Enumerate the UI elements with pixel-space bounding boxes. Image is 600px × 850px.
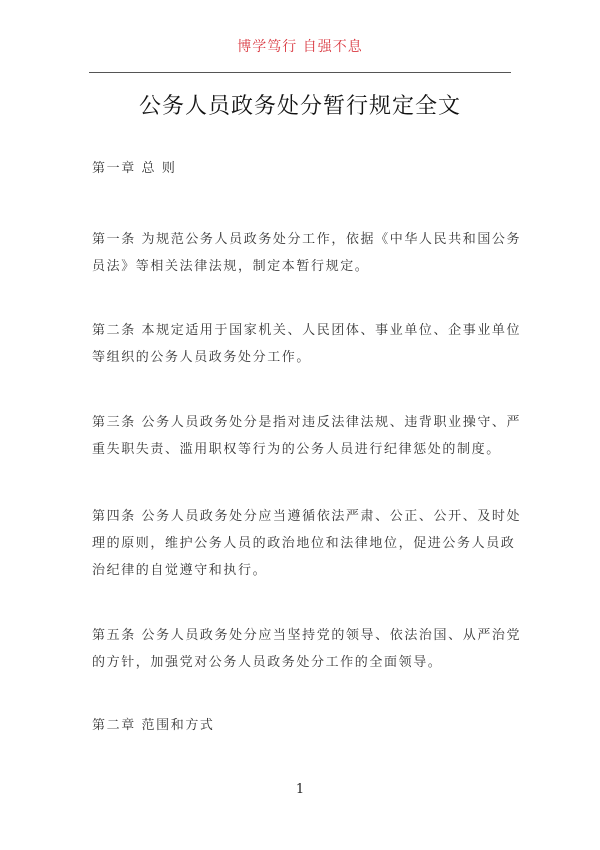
text-line: 第一条 为规范公务人员政务处分工作，依据《中华人民共和国公务 — [92, 232, 522, 247]
text-line: 重失职失责、滥用职权等行为的公务人员进行纪律惩处的制度。 — [92, 442, 501, 457]
text-line: 的方针，加强党对公务人员政务处分工作的全面领导。 — [92, 655, 443, 670]
text-line: 治纪律的自觉遵守和执行。 — [92, 563, 268, 578]
text-line: 第四条 公务人员政务处分应当遵循依法严肃、公正、公开、及时处 — [92, 509, 522, 524]
header-motto: 博学笃行 自强不息 — [237, 39, 363, 55]
text-line: 员法》等相关法律法规，制定本暂行规定。 — [92, 259, 370, 274]
page-number: 1 — [295, 782, 305, 797]
text-line: 理的原则，维护公务人员的政治地位和法律地位，促进公务人员政 — [92, 536, 516, 551]
text-line: 第一章 总 则 — [92, 161, 177, 176]
text-line: 第二条 本规定适用于国家机关、人民团体、事业单位、企事业单位 — [92, 323, 522, 338]
document-title: 公务人员政务处分暂行规定全文 — [138, 94, 461, 119]
text-line: 第二章 范围和方式 — [92, 718, 215, 733]
text-line: 第五条 公务人员政务处分应当坚持党的领导、依法治国、从严治党 — [92, 628, 522, 643]
text-line: 第三条 公务人员政务处分是指对违反法律法规、违背职业操守、严 — [92, 415, 522, 430]
text-line: 等组织的公务人员政务处分工作。 — [92, 350, 312, 365]
header-divider — [89, 72, 511, 73]
